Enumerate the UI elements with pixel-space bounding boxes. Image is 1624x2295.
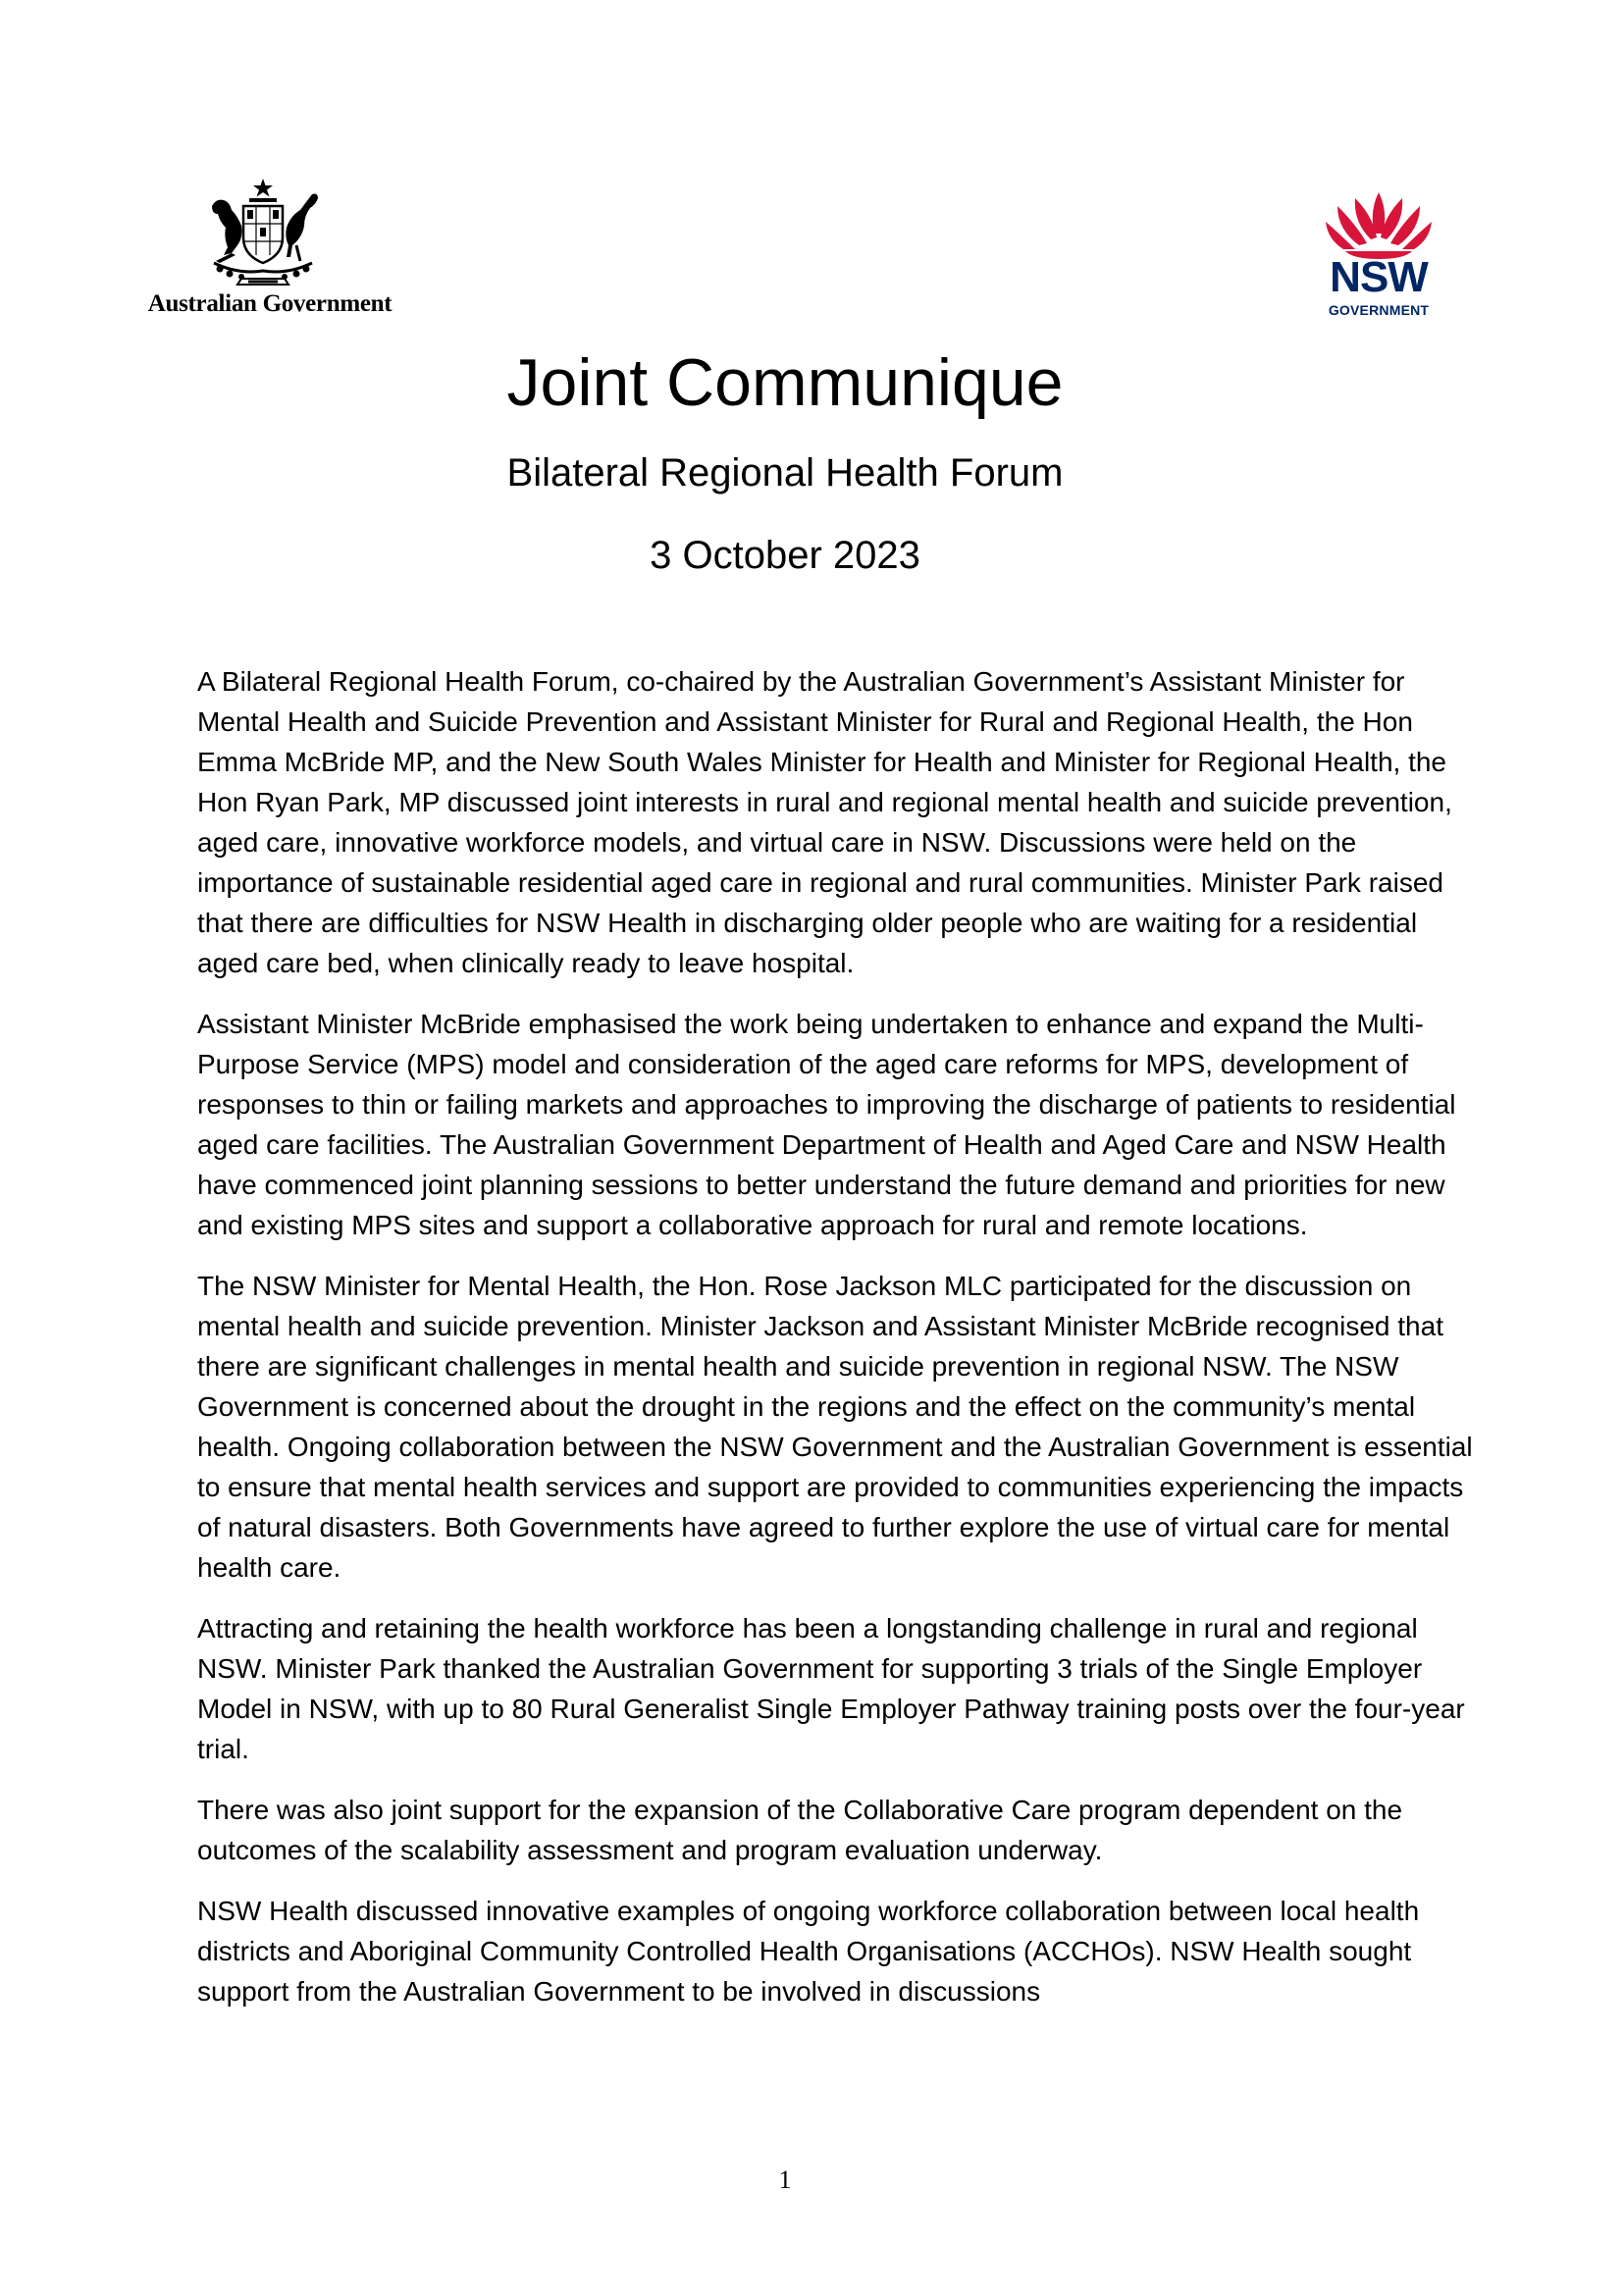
australian-government-logo bbox=[128, 177, 412, 324]
waratah-icon bbox=[1320, 192, 1438, 259]
paragraph: A Bilateral Regional Health Forum, co-chaired by the Australian Government’s Assistant Minister for Mental Health and Suicide Prevention and Assistant Minister for Rural and Regional Health, the Hon Emma McBride MP, and the New South Wales Minister for Health and Minister for Regional Health, the Hon Ryan Park, MP discussed joint interests in rural and regional mental health and suicide prevention, aged care, innovative workforce models, and virtual care in NSW. Discussions were held on the importance of sustainable residential aged care in regional and rural communities. Minister Park raised that there are difficulties for NSW Health in discharging older people who are waiting for a residential aged care bed, when clinically ready to leave hospital. bbox=[197, 666, 1452, 978]
paragraph: The NSW Minister for Mental Health, the Hon. Rose Jackson MLC participated for the discussion on mental health and suicide prevention. Minister Jackson and Assistant Minister McBride recognised that there are significant challenges in mental health and suicide prevention in regional NSW. The NSW Government is concerned about the drought in the regions and the effect on the community’s mental health. Ongoing collaboration between the NSW Government and the Australian Government is essential to ensure that mental health services and support are provided to communities experiencing the impacts of natural disasters. Both Governments have agreed to further explore the use of virtual care for mental health care. bbox=[197, 1271, 1473, 1583]
paragraph: Assistant Minister McBride emphasised the work being undertaken to enhance and expand the Multi-Purpose Service (MPS) model and consideration of the aged care reforms for MPS, development of responses to thin or failing markets and approaches to improving the discharge of patients to residential aged care facilities. The Australian Government Department of Health and Aged Care and NSW Health have commenced joint planning sessions to better understand the future demand and priorities for new and existing MPS sites and support a collaborative approach for rural and remote locations. bbox=[197, 1009, 1456, 1240]
paragraph: NSW Health discussed innovative examples of ongoing workforce collaboration between local health districts and Aboriginal Community Controlled Health Organisations (ACCHOs). NSW Health sought support from the Australian Government to be involved in discussions bbox=[197, 1896, 1420, 2007]
nsw-government-label: GOVERNMENT bbox=[1328, 302, 1430, 318]
page-number: 1 bbox=[778, 2165, 792, 2194]
document-date: 3 October 2023 bbox=[650, 534, 920, 577]
page-title: Joint Communique bbox=[506, 345, 1064, 420]
page-subtitle: Bilateral Regional Health Forum bbox=[506, 451, 1064, 495]
nsw-wordmark: NSW bbox=[1330, 253, 1428, 301]
paragraph: Attracting and retaining the health workforce has been a longstanding challenge in rural and regional NSW. Minister Park thanked the Australian Government for supporting 3 trials of the Single Employer Model in NSW, with up to 80 Rural Generalist Single Employer Pathway training posts over the four-year trial. bbox=[197, 1613, 1465, 1764]
nsw-government-logo bbox=[1315, 192, 1442, 325]
paragraph: There was also joint support for the expansion of the Collaborative Care program dependent on the outcomes of the scalability assessment and program evaluation underway. bbox=[197, 1795, 1403, 1865]
coat-of-arms-icon bbox=[194, 177, 332, 289]
document-body bbox=[197, 661, 1473, 2032]
australian-government-wordmark: Australian Government bbox=[147, 290, 393, 317]
